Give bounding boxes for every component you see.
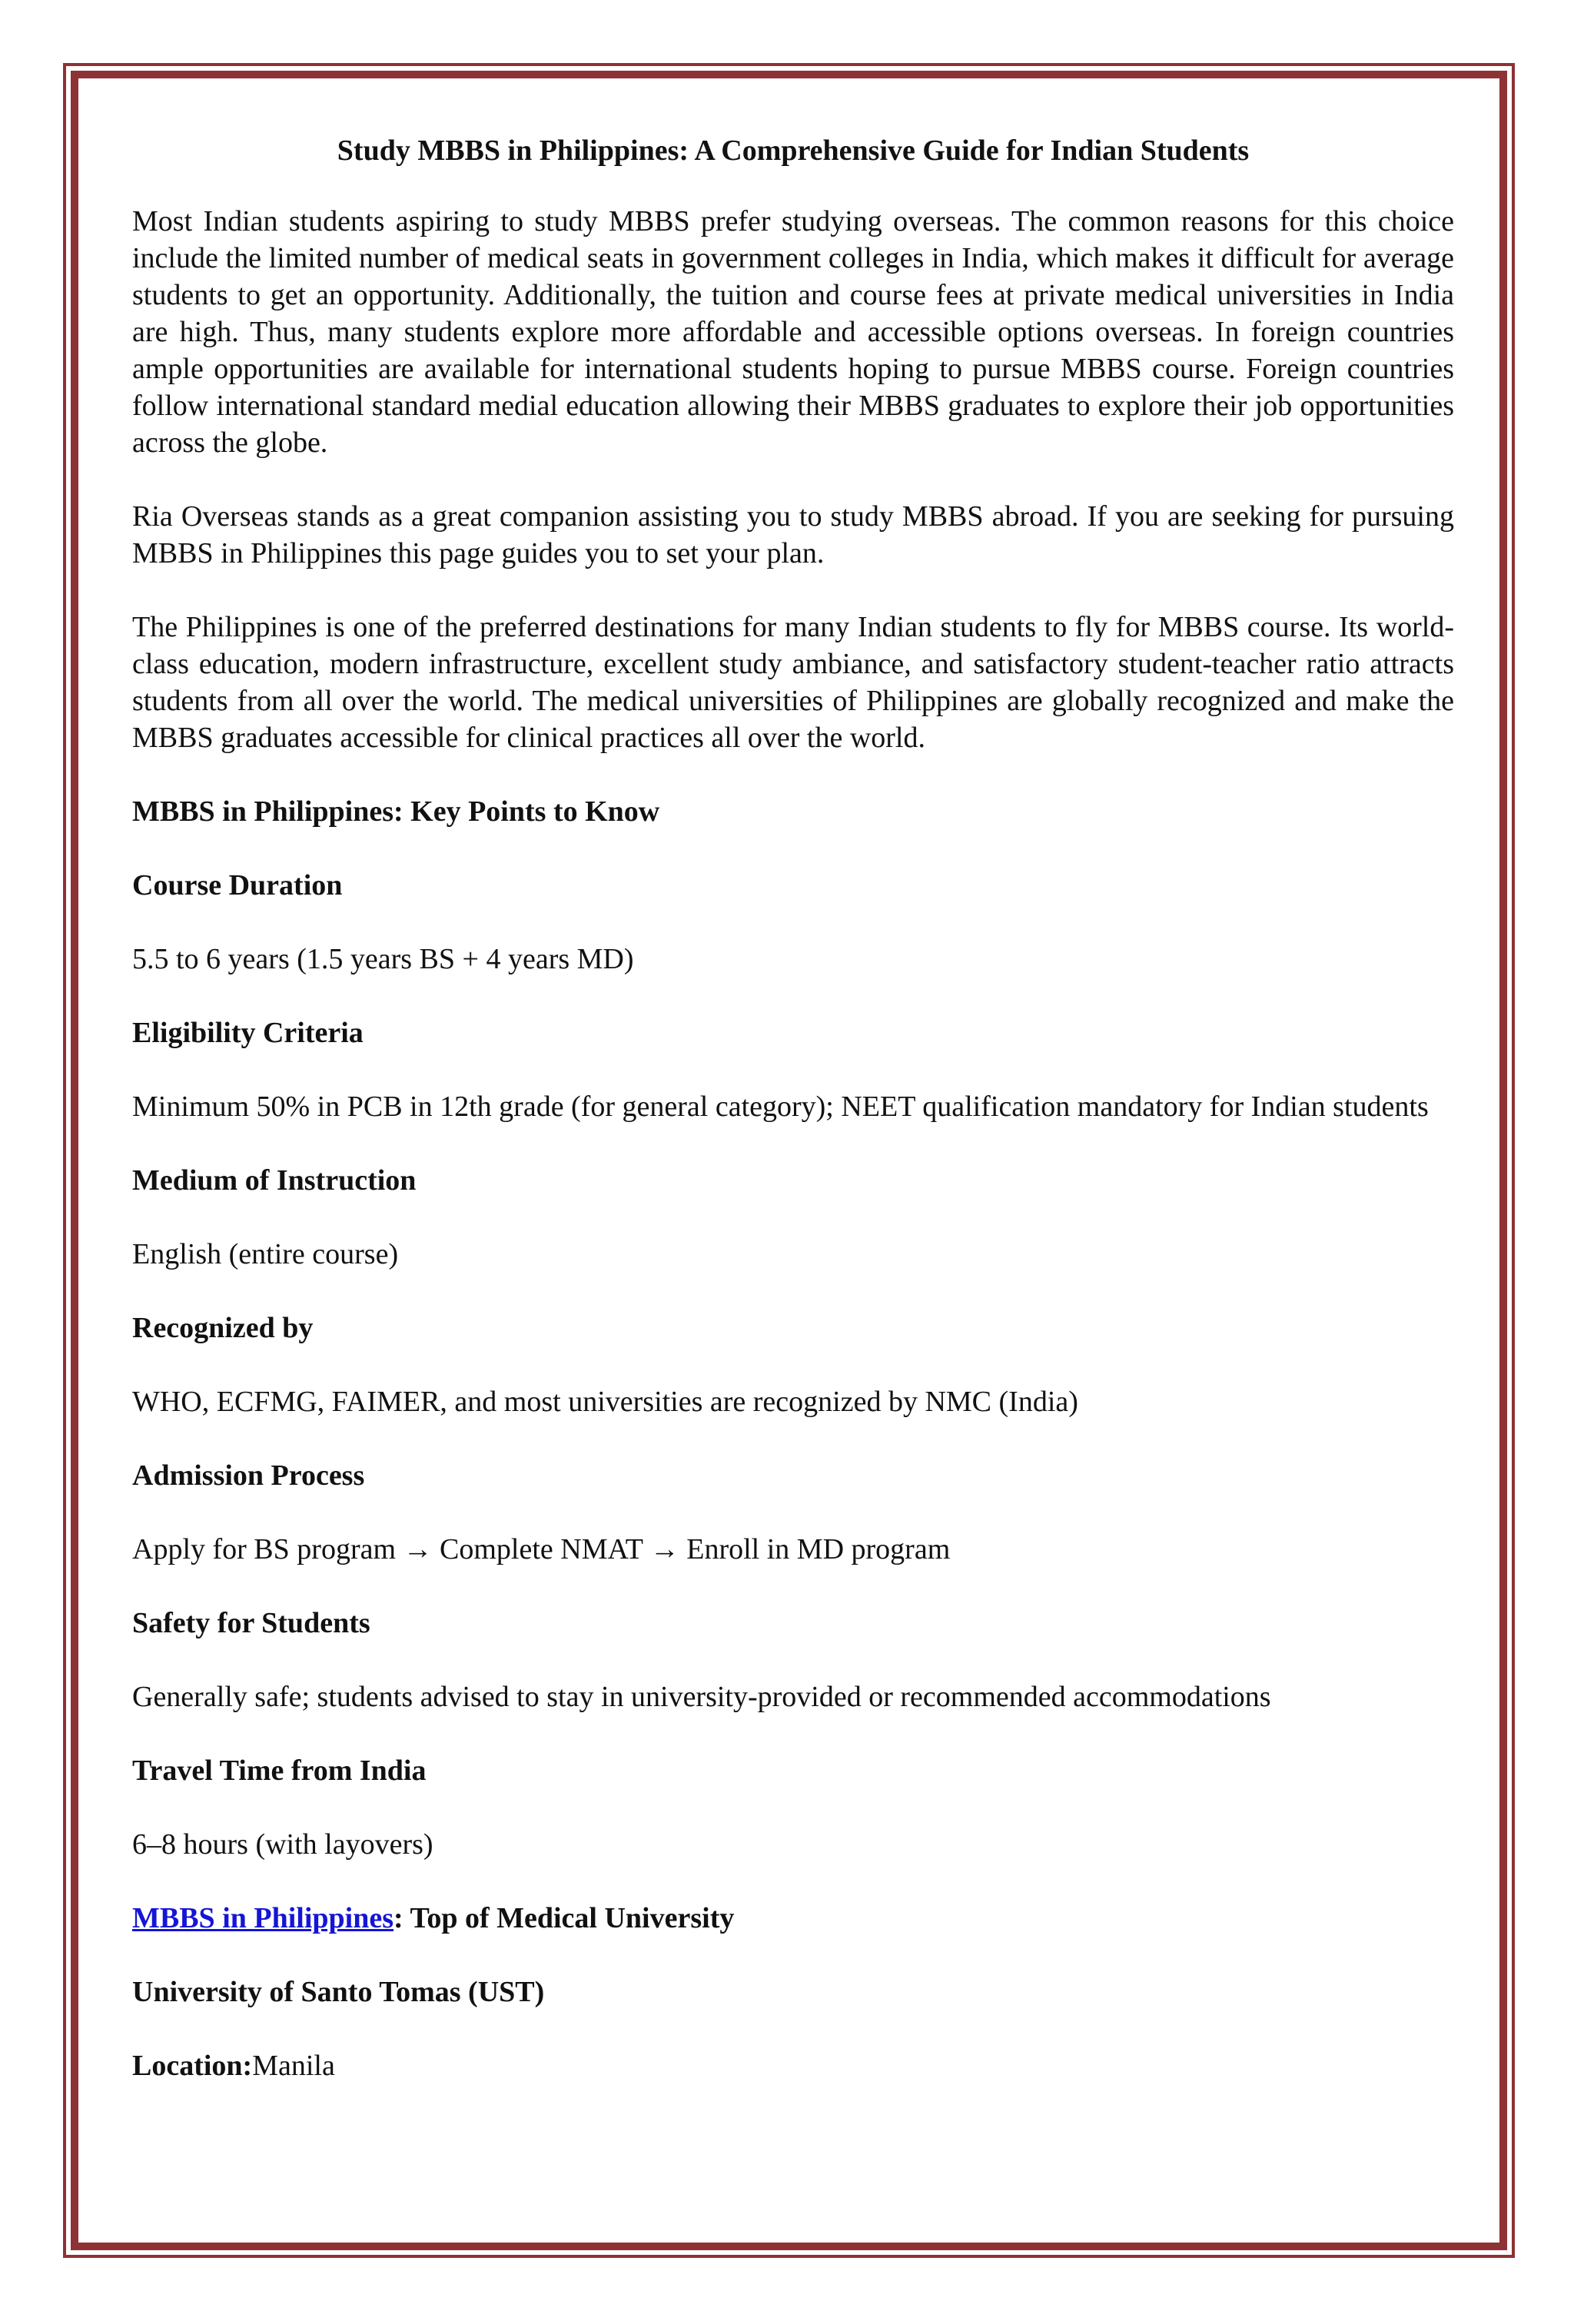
recognized-by-value: WHO, ECFMG, FAIMER, and most universities are recognized by NMC (India) [132,1386,1078,1418]
key-points-heading: MBBS in Philippines: Key Points to Know [132,795,660,828]
medium-of-instruction-value: English (entire course) [132,1238,399,1270]
medium-of-instruction-heading: Medium of Instruction [132,1164,417,1197]
admission-process-heading: Admission Process [132,1459,365,1492]
intro-paragraph-1: Most Indian students aspiring to study MBBS prefer studying overseas. The common reasons for this choice include the limited number of medical seats in government colleges in India, which makes it difficult for average students to get an opportunity. Additionally, the tuition and course fees at private medical universities in India are high. Thus, many students explore more affordable and accessible options overseas. In foreign countries ample opportunities are available for international students hoping to pursue MBBS course. Foreign countries follow international standard medial education allowing their MBBS graduates to explore their job opportunities across the globe. [132,205,1454,459]
top-university-heading [132,1900,1454,1937]
admission-process-value: Apply for BS program → Complete NMAT → Enroll in MD program [132,1533,951,1565]
course-duration-value: 5.5 to 6 years (1.5 years BS + 4 years MD) [132,943,634,975]
safety-for-students-heading: Safety for Students [132,1607,370,1639]
intro-paragraph-3: The Philippines is one of the preferred destinations for many Indian students to fly for MBBS course. Its world-class education, modern infrastructure, excellent study ambiance, and satisfactory student-teacher ratio attracts students from all over the world. The medical universities of Philippines are globally recognized and make the MBBS graduates accessible for clinical practices all over the world. [132,611,1454,754]
eligibility-criteria-heading: Eligibility Criteria [132,1017,364,1049]
safety-for-students-value: Generally safe; students advised to stay in university-provided or recommended accommodations [132,1681,1271,1713]
recognized-by-heading: Recognized by [132,1312,314,1344]
travel-time-value: 6–8 hours (with layovers) [132,1828,433,1861]
intro-paragraph-2: Ria Overseas stands as a great companion assisting you to study MBBS abroad. If you are seeking for pursuing MBBS in Philippines this page guides you to set your plan. [132,500,1454,569]
document-title: Study MBBS in Philippines: A Comprehensive Guide for Indian Students [337,134,1250,167]
document-body [132,132,1454,2121]
university-location [132,2047,1454,2084]
university-name: University of Santo Tomas (UST) [132,1976,545,2008]
location-label: Location: [132,2050,253,2082]
mbbs-in-philippines-link[interactable]: MBBS in Philippines [132,1902,394,1934]
course-duration-heading: Course Duration [132,869,343,901]
top-university-heading-rest: : Top of Medical University [394,1902,735,1934]
travel-time-heading: Travel Time from India [132,1755,427,1787]
location-value: Manila [252,2050,335,2082]
eligibility-criteria-value: Minimum 50% in PCB in 12th grade (for general category); NEET qualification mandatory for Indian students [132,1091,1429,1123]
